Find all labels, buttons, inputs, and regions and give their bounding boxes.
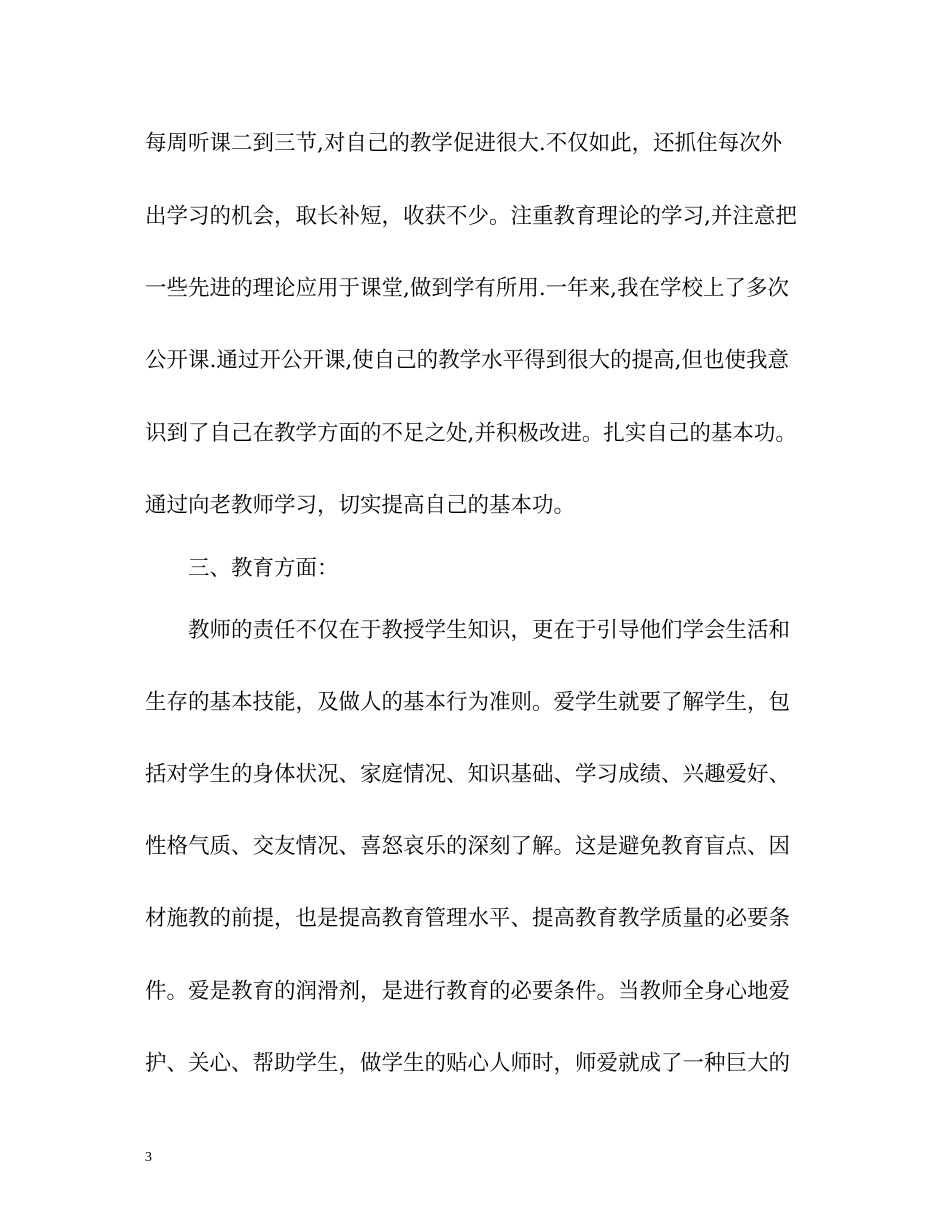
text-line: 识到了自己在教学方面的不足之处,并积极改进。扎实自己的基本功。: [145, 421, 797, 446]
text-line: 护、关心、帮助学生，做学生的贴心人师时，师爱就成了一种巨大的: [145, 1051, 791, 1076]
text-line: 公开课.通过开公开课,使自己的教学水平得到很大的提高,但也使我意: [145, 348, 790, 373]
text-line: 件。爱是教育的润滑剂，是进行教育的必要条件。当教师全身心地爱: [145, 979, 791, 1004]
text-line: 性格气质、交友情况、喜怒哀乐的深刻了解。这是避免教育盲点、因: [145, 834, 791, 859]
text-line: 每周听课二到三节,对自己的教学促进很大.不仅如此，还抓住每次外: [145, 131, 783, 156]
text-line: 教师的责任不仅在于教授学生知识，更在于引导他们学会生活和: [188, 618, 791, 643]
section-heading: 三、教育方面：: [188, 556, 339, 581]
text-line: 生存的基本技能，及做人的基本行为准则。爱学生就要了解学生，包: [145, 690, 791, 715]
text-line: 通过向老教师学习，切实提高自己的基本功。: [145, 493, 576, 518]
text-line: 出学习的机会，取长补短，收获不少。注重教育理论的学习,并注意把: [145, 204, 797, 229]
text-line: 括对学生的身体状况、家庭情况、知识基础、学习成绩、兴趣爱好、: [145, 762, 791, 787]
text-line: 材施教的前提，也是提高教育管理水平、提高教育教学质量的必要条: [145, 906, 791, 931]
text-line: 一些先进的理论应用于课堂,做到学有所用.一年来,我在学校上了多次: [145, 276, 790, 301]
page-number: 3: [145, 1150, 152, 1165]
